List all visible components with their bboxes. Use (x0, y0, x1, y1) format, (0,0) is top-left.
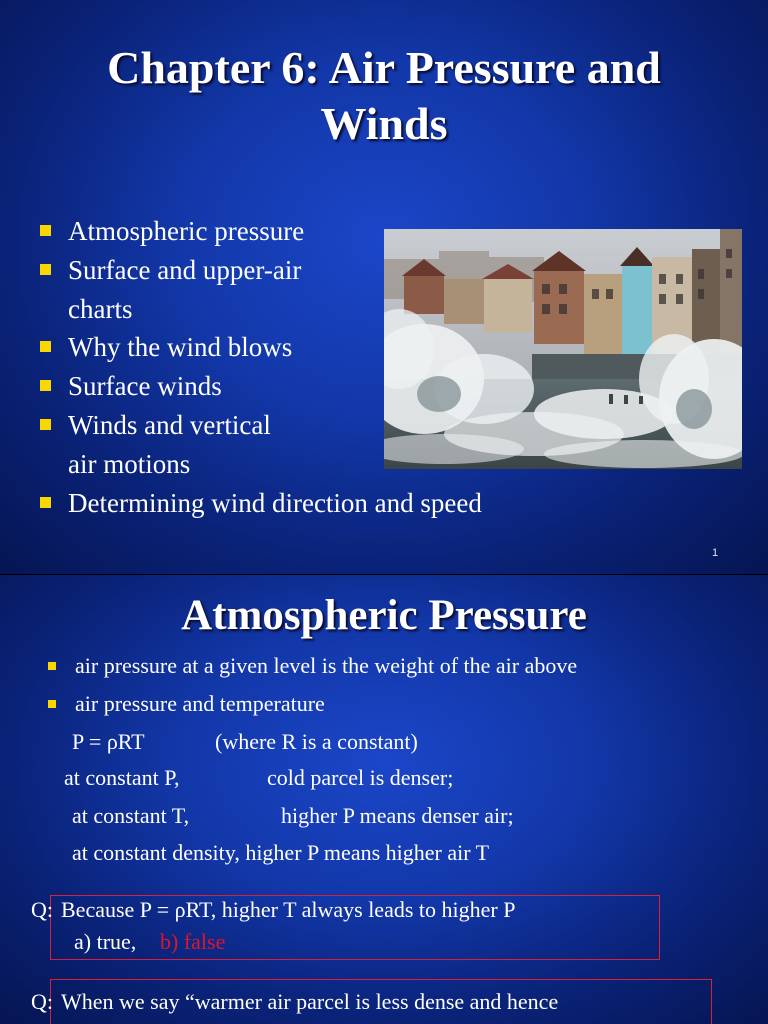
bullet-marker (40, 341, 51, 352)
equation: P = ρRT (72, 729, 145, 754)
title-line-2: Winds (320, 98, 448, 149)
title-line-1: Chapter 6: Air Pressure and (107, 42, 661, 93)
page-number: 1 (712, 547, 719, 559)
bullet-marker (40, 380, 51, 391)
equation-note: (where R is a constant) (215, 729, 418, 754)
slide-title: Atmospheric Pressure (181, 592, 587, 639)
bullet-marker (40, 419, 51, 430)
bullet-marker (40, 264, 51, 275)
condition-label: at constant T, (72, 803, 190, 828)
slide-1: Chapter 6: Air Pressure and Winds Atmospheric pressure Surface and upper-air charts Why the wind blows Surface winds Winds and vertical air motions Determining wind direction and speed 1 (0, 0, 768, 574)
slide-2: Atmospheric Pressure air pressure at a given level is the weight of the air above air pressure and temperature P = ρRT (where R is a constant) at constant P, cold parcel is denser; at constant T, higher P means denser air; at constant density, higher P means higher air T Q: Because P = ρRT, higher T always leads to higher P a) true, b) false Q: When we say “warmer air parcel is less dense and hence (0, 575, 768, 1024)
bullet-marker (40, 497, 51, 508)
condition-line: at constant density, higher P means higher air T (72, 840, 490, 865)
answer-a: a) true, (74, 929, 137, 954)
condition-label: at constant P, (64, 765, 180, 790)
bullet-marker (40, 225, 51, 236)
question-2-prefix: Q: (31, 989, 53, 1014)
slide-title (0, 40, 768, 152)
bullet-marker (48, 662, 56, 670)
condition-result: higher P means denser air; (281, 803, 514, 828)
answer-b: b) false (160, 929, 226, 954)
condition-result: cold parcel is denser; (267, 765, 454, 790)
question-2-text: When we say “warmer air parcel is less dense and hence (61, 989, 559, 1014)
bullet-marker (48, 700, 56, 708)
storm-waves-photo (384, 229, 742, 469)
question-1-prefix: Q: (31, 897, 53, 922)
question-1-text: Because P = ρRT, higher T always leads to higher P (61, 897, 516, 922)
